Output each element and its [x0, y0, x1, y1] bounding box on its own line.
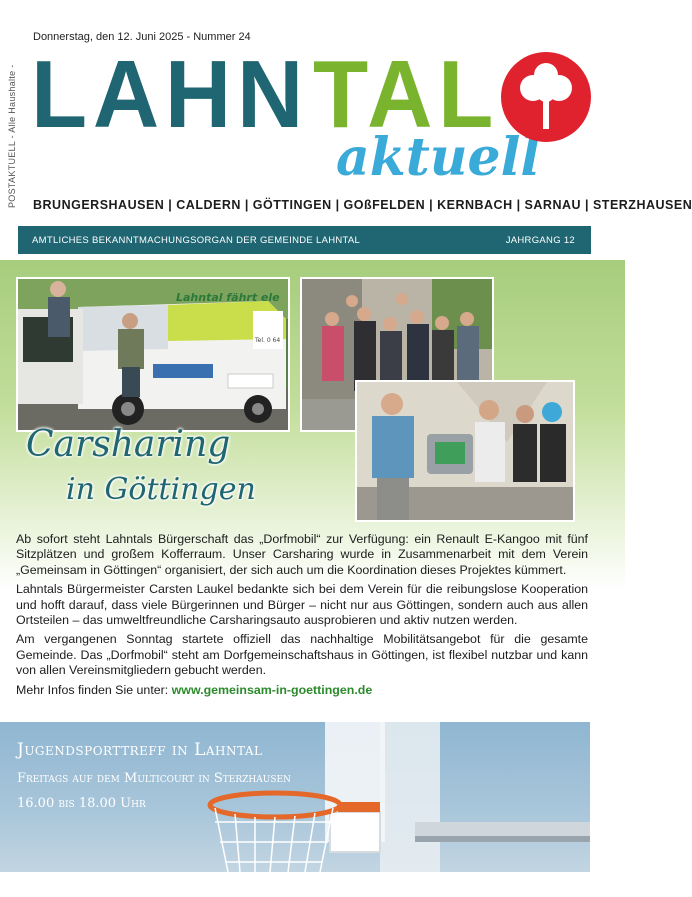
ad-title: Jugendsporttreff in Lahntal: [17, 740, 263, 760]
article-paragraph-1: Ab sofort steht Lahntals Bürgerschaft das „Dorfmobil“ zur Verfügung: ein Renault E-Kangoo mit fünf Sitzplätzen und großem Kofferraum. Unser Carsharing wurde in Zusammenarbeit mit dem Verein „Gemeinsam in Göttingen“ organisiert, der sich auch um die Koordination dieses Projektes kümmert.: [16, 532, 588, 577]
official-organ-label: AMTLICHES BEKANNTMACHUNGSORGAN DER GEMEINDE LAHNTAL: [32, 235, 361, 246]
villages-list: BRUNGERSHAUSEN | CALDERN | GÖTTINGEN | GOßFELDEN | KERNBACH | SARNAU | STERZHAUSEN: [33, 198, 692, 212]
article-more-info: [16, 683, 588, 698]
logo-tal: TAL: [313, 41, 499, 148]
article-paragraph-3: Am vergangenen Sonntag startete offiziell das nachhaltige Mobilitätsangebot für die gesamte Gemeinde. Das „Dorfmobil“ steht am Dorfgemeinschaftshaus in Göttingen, ist flexibel nutzbar und kann von allen Vereinsmitgliedern gebucht werden.: [16, 632, 588, 678]
van-sign-text: Lahntal fährt ele: [176, 291, 280, 304]
cloverleaf-emblem-icon: [501, 52, 591, 142]
feature-title-line1: Carsharing: [26, 424, 231, 465]
van-phone-text: Tel. 0 64: [255, 337, 281, 344]
ad-schedule-place: Freitags auf dem Multicourt in Sterzhausen: [17, 771, 291, 786]
issue-dateline: Donnerstag, den 12. Juni 2025 - Nummer 24: [33, 31, 251, 43]
volume-label: JAHRGANG 12: [505, 235, 575, 246]
feature-title-line2: in Göttingen: [66, 472, 256, 507]
lahntal-aktuell-logo: [31, 41, 631, 197]
photo-defibrillator-handover: [355, 380, 575, 522]
photo-electric-van: [16, 277, 290, 432]
logo-aktuell: aktuell: [336, 127, 541, 188]
ad-schedule-time: 16.00 bis 18.00 Uhr: [17, 796, 146, 811]
logo-lahn: LAHN: [31, 41, 309, 148]
more-info-label: Mehr Infos finden Sie unter:: [16, 682, 172, 697]
postal-note: POSTAKTUELL - Alle Haushalte -: [7, 64, 17, 208]
article-paragraph-2: Lahntals Bürgermeister Carsten Laukel bedankte sich bei dem Verein für die reibungslose Kooperation und hofft darauf, dass viele Bürgerinnen und Bürger – nicht nur aus Göttingen, sondern auch aus allen Ortsteilen – das umweltfreundliche Carsharingsauto ausprobieren und aktiv nutzen werden.: [16, 582, 588, 628]
masthead-bar: [18, 226, 591, 254]
feature-article: [16, 532, 588, 702]
more-info-link[interactable]: www.gemeinsam-in-goettingen.de: [171, 682, 373, 697]
